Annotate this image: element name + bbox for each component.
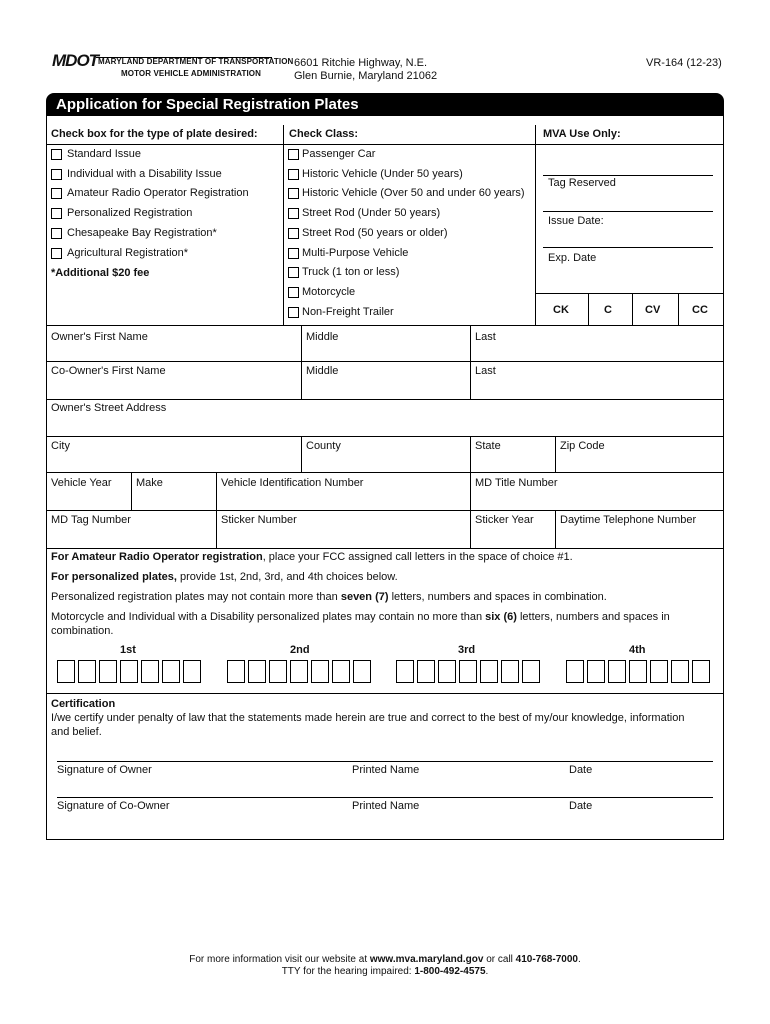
rule xyxy=(46,510,724,511)
choice-2nd-label: 2nd xyxy=(290,644,310,656)
vin-field[interactable]: Vehicle Identification Number xyxy=(221,477,364,489)
street-address-field[interactable]: Owner's Street Address xyxy=(51,402,167,414)
divider xyxy=(301,436,302,472)
plate-type-label: Amateur Radio Operator Registration xyxy=(67,187,249,199)
divider xyxy=(131,472,132,510)
divider xyxy=(678,293,679,325)
owner-middle-field[interactable]: Middle xyxy=(306,331,339,343)
vehicle-year-field[interactable]: Vehicle Year xyxy=(51,477,112,489)
plate-character-box[interactable] xyxy=(269,660,287,683)
rule xyxy=(543,211,713,212)
rule xyxy=(46,325,724,326)
class-label: Truck (1 ton or less) xyxy=(302,266,400,278)
form-title: Application for Special Registration Plates xyxy=(56,96,359,113)
printed-name-co-owner-field[interactable]: Printed Name xyxy=(352,800,420,812)
plate-character-box[interactable] xyxy=(650,660,668,683)
plate-character-box[interactable] xyxy=(353,660,371,683)
code-cc: CC xyxy=(692,304,708,316)
plate-character-box[interactable] xyxy=(162,660,180,683)
class-label: Multi-Purpose Vehicle xyxy=(302,247,409,259)
multi-purpose-checkbox[interactable] xyxy=(288,248,299,259)
divider xyxy=(470,325,471,399)
city-field[interactable]: City xyxy=(51,440,70,452)
date-owner-field[interactable]: Date xyxy=(569,764,593,776)
amateur-radio-checkbox[interactable] xyxy=(51,188,62,199)
sticker-year-field[interactable]: Sticker Year xyxy=(475,514,534,526)
rule xyxy=(46,436,724,437)
address-line2: Glen Burnie, Maryland 21062 xyxy=(294,70,438,82)
class-label: Street Rod (50 years or older) xyxy=(302,227,448,239)
disability-issue-checkbox[interactable] xyxy=(51,169,62,180)
instruction-seven-limit: Personalized registration plates may not contain more than seven (7) letters, numbers and spaces in combination. xyxy=(51,591,607,603)
plate-type-heading: Check box for the type of plate desired: xyxy=(51,128,258,140)
agricultural-checkbox[interactable] xyxy=(51,248,62,259)
owner-last-field[interactable]: Last xyxy=(475,331,496,343)
sticker-number-field[interactable]: Sticker Number xyxy=(221,514,297,526)
choice-1st-label: 1st xyxy=(120,644,136,656)
personalized-checkbox[interactable] xyxy=(51,208,62,219)
plate-character-box[interactable] xyxy=(141,660,159,683)
plate-character-box[interactable] xyxy=(587,660,605,683)
certification-text-2: and belief. xyxy=(51,726,102,738)
code-ck: CK xyxy=(553,304,569,316)
class-label: Street Rod (Under 50 years) xyxy=(302,207,441,219)
rule xyxy=(543,175,713,176)
daytime-phone-field[interactable]: Daytime Telephone Number xyxy=(560,514,697,526)
rule xyxy=(535,144,724,145)
choice-4th-label: 4th xyxy=(629,644,646,656)
mdot-logo: MDOT xyxy=(52,51,99,70)
org-sub: MOTOR VEHICLE ADMINISTRATION xyxy=(121,69,261,78)
plate-character-box[interactable] xyxy=(290,660,308,683)
plate-character-box[interactable] xyxy=(459,660,477,683)
plate-character-box[interactable] xyxy=(608,660,626,683)
footer-tty: TTY for the hearing impaired: 1-800-492-4575. xyxy=(281,966,489,977)
plate-character-box[interactable] xyxy=(99,660,117,683)
md-tag-number-field[interactable]: MD Tag Number xyxy=(51,514,131,526)
signature-owner-field[interactable]: Signature of Owner xyxy=(57,764,152,776)
class-label: Historic Vehicle (Under 50 years) xyxy=(302,168,463,180)
choice-3rd-label: 3rd xyxy=(458,644,476,656)
owner-first-name-field[interactable]: Owner's First Name xyxy=(51,331,148,343)
rule xyxy=(46,472,724,473)
instruction-amateur-radio: For Amateur Radio Operator registration, place your FCC assigned call letters in the space of choice #1. xyxy=(51,551,573,563)
state-field[interactable]: State xyxy=(475,440,501,452)
signature-line xyxy=(57,797,713,798)
code-c: C xyxy=(604,304,612,316)
divider xyxy=(588,293,589,325)
certification-heading: Certification xyxy=(51,698,116,710)
form-number: VR-164 (12-23) xyxy=(646,57,722,69)
plate-character-box[interactable] xyxy=(332,660,350,683)
instruction-six-limit: Motorcycle and Individual with a Disability personalized plates may contain no more than six (6) letters, numbers and spaces in xyxy=(51,611,670,623)
rule xyxy=(46,399,724,400)
plate-character-box[interactable] xyxy=(183,660,201,683)
standard-issue-checkbox[interactable] xyxy=(51,149,62,160)
plate-character-box[interactable] xyxy=(692,660,710,683)
address-line1: 6601 Ritchie Highway, N.E. xyxy=(294,57,428,69)
street-rod-50-plus-checkbox[interactable] xyxy=(288,228,299,239)
truck-checkbox[interactable] xyxy=(288,267,299,278)
rule xyxy=(543,247,713,248)
plate-character-box[interactable] xyxy=(248,660,266,683)
tag-reserved-label: Tag Reserved xyxy=(548,177,616,189)
plate-character-box[interactable] xyxy=(566,660,584,683)
co-owner-middle-field[interactable]: Middle xyxy=(306,365,339,377)
code-cv: CV xyxy=(645,304,661,316)
tty-number: 1-800-492-4575 xyxy=(414,966,486,977)
make-field[interactable]: Make xyxy=(136,477,163,489)
plate-character-box[interactable] xyxy=(120,660,138,683)
plate-type-label: Standard Issue xyxy=(67,148,141,160)
divider xyxy=(555,436,556,472)
rule xyxy=(46,548,724,549)
md-title-number-field[interactable]: MD Title Number xyxy=(475,477,558,489)
instruction-personalized: For personalized plates, provide 1st, 2nd, 3rd, and 4th choices below. xyxy=(51,571,398,583)
signature-line xyxy=(57,761,713,762)
additional-fee-note: *Additional $20 fee xyxy=(51,267,150,279)
divider xyxy=(535,125,536,325)
plate-character-box[interactable] xyxy=(671,660,689,683)
plate-character-box[interactable] xyxy=(629,660,647,683)
co-owner-last-field[interactable]: Last xyxy=(475,365,496,377)
plate-type-label: Agricultural Registration* xyxy=(67,247,189,259)
divider xyxy=(301,325,302,399)
co-owner-first-name-field[interactable]: Co-Owner's First Name xyxy=(51,365,166,377)
plate-character-box[interactable] xyxy=(396,660,414,683)
issue-date-label: Issue Date: xyxy=(548,215,604,227)
footer-info: For more information visit our website at www.mva.maryland.gov or call 410-768-7000. xyxy=(189,954,581,965)
zip-code-field[interactable]: Zip Code xyxy=(560,440,605,452)
divider xyxy=(283,125,284,325)
title-bar xyxy=(46,93,724,116)
printed-name-owner-field[interactable]: Printed Name xyxy=(352,764,420,776)
divider xyxy=(555,510,556,548)
plate-character-box[interactable] xyxy=(57,660,75,683)
class-label: Non-Freight Trailer xyxy=(302,306,394,318)
class-label: Passenger Car xyxy=(302,148,376,160)
rule xyxy=(46,361,724,362)
class-label: Motorcycle xyxy=(302,286,356,298)
instruction-six-limit-cont: combination. xyxy=(51,625,114,637)
rule xyxy=(283,144,535,145)
rule xyxy=(535,293,724,294)
class-heading: Check Class: xyxy=(289,128,359,140)
divider xyxy=(470,436,471,548)
website-link[interactable]: www.mva.maryland.gov xyxy=(369,954,484,965)
plate-character-box[interactable] xyxy=(227,660,245,683)
plate-type-label: Individual with a Disability Issue xyxy=(67,168,222,180)
plate-character-box[interactable] xyxy=(78,660,96,683)
org-name: MARYLAND DEPARTMENT OF TRANSPORTATION xyxy=(98,57,294,66)
signature-co-owner-field[interactable]: Signature of Co-Owner xyxy=(57,800,170,812)
non-freight-trailer-checkbox[interactable] xyxy=(288,307,299,318)
rule xyxy=(46,693,724,694)
mva-heading: MVA Use Only: xyxy=(543,128,621,140)
motorcycle-checkbox[interactable] xyxy=(288,287,299,298)
plate-character-box[interactable] xyxy=(501,660,519,683)
plate-character-box[interactable] xyxy=(417,660,435,683)
passenger-car-checkbox[interactable] xyxy=(288,149,299,160)
county-field[interactable]: County xyxy=(306,440,341,452)
plate-character-box[interactable] xyxy=(522,660,540,683)
divider xyxy=(632,293,633,325)
exp-date-label: Exp. Date xyxy=(548,252,597,264)
phone-number: 410-768-7000 xyxy=(515,954,578,965)
chesapeake-bay-checkbox[interactable] xyxy=(51,228,62,239)
date-co-owner-field[interactable]: Date xyxy=(569,800,593,812)
certification-text-1: I/we certify under penalty of law that the statements made herein are true and correct to the best of my/our knowledge, information xyxy=(51,712,685,724)
plate-type-label: Chesapeake Bay Registration* xyxy=(67,227,217,239)
historic-under-50-checkbox[interactable] xyxy=(288,169,299,180)
class-label: Historic Vehicle (Over 50 and under 60 years) xyxy=(302,187,525,199)
street-rod-under-50-checkbox[interactable] xyxy=(288,208,299,219)
plate-type-label: Personalized Registration xyxy=(67,207,193,219)
rule xyxy=(46,144,283,145)
plate-character-box[interactable] xyxy=(311,660,329,683)
plate-character-box[interactable] xyxy=(480,660,498,683)
historic-over-50-checkbox[interactable] xyxy=(288,188,299,199)
plate-character-box[interactable] xyxy=(438,660,456,683)
